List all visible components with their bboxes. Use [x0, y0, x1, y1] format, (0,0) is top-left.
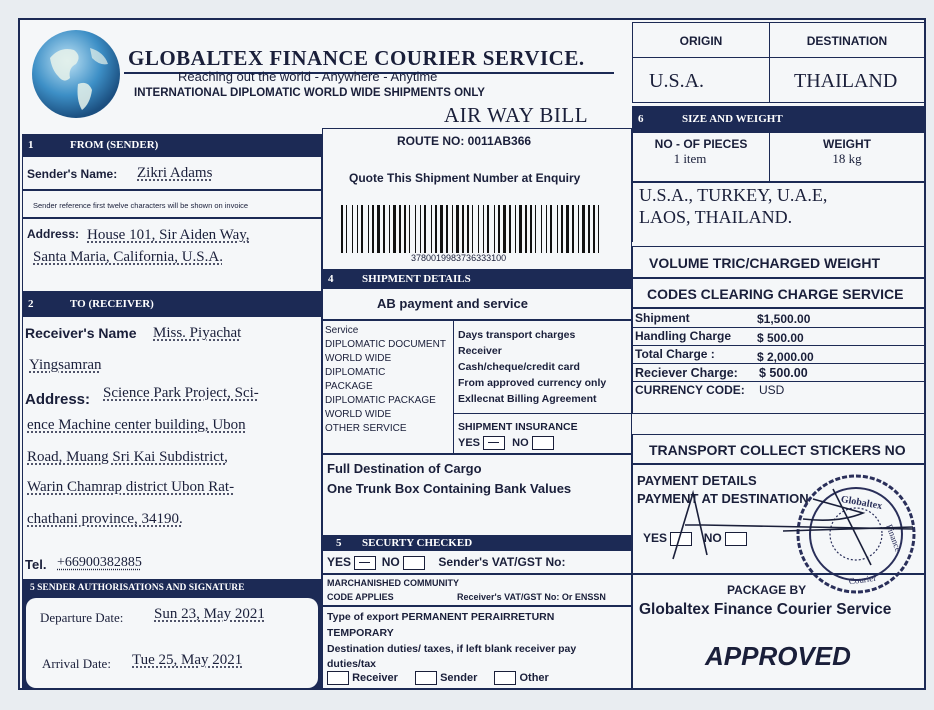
receiver-address-line: Warin Chamrap district Ubon Rat- — [27, 479, 235, 495]
doc-type: AIR WAY BILL — [444, 103, 589, 127]
package-company: Globaltex Finance Courier Service — [639, 601, 892, 618]
payment-at-destination-label: PAYMENT AT DESTINATION — [637, 491, 809, 506]
volume-row — [632, 246, 926, 278]
sender-pay-label: Sender — [440, 671, 478, 684]
security-section-bar: 5 SECURTY CHECKED — [322, 536, 632, 550]
charge-row — [633, 309, 924, 328]
merch-line2: CODE APPLIES — [327, 592, 394, 602]
duties-line1: Destination duties/ taxes, if left blank receiver pay — [327, 643, 577, 655]
cargo-box — [322, 454, 632, 536]
receiver-address-line: ence Machine center building, Ubon — [27, 417, 246, 433]
charge-item: Days transport charges — [458, 329, 576, 341]
authorisation-title: 5 SENDER AUTHORISATIONS AND SIGNATURE — [30, 583, 245, 593]
air-way-bill — [18, 18, 926, 690]
currency-value: USD — [759, 383, 785, 397]
cargo-description: One Trunk Box Containing Bank Values — [327, 481, 572, 496]
svg-text:Finance: Finance — [884, 522, 904, 554]
package-by-label: PACKAGE BY — [727, 583, 807, 597]
globe-icon — [30, 28, 122, 120]
security-yes-checkbox[interactable] — [354, 556, 376, 570]
security-row — [322, 550, 632, 574]
authorisation-frame — [22, 596, 322, 690]
service-list — [323, 321, 453, 439]
charge-value: $ 500.00 — [757, 331, 804, 345]
receiver-address-label: Address: — [25, 391, 91, 408]
duties-line2: duties/tax — [327, 658, 377, 670]
charge-item: Exllecnat Billing Agreement — [458, 393, 597, 405]
arrival-date: Tue 25, May 2021 — [132, 652, 243, 668]
route-countries-box — [632, 182, 926, 242]
charges-cell — [453, 320, 632, 414]
currency-label: CURRENCY CODE: — [635, 383, 745, 397]
volume-label: VOLUME TRIC/CHARGED WEIGHT — [649, 255, 880, 271]
merchandise-row — [322, 574, 632, 606]
arrival-label: Arrival Date: — [42, 656, 111, 671]
departure-date: Sun 23, May 2021 — [154, 606, 265, 622]
pieces-cell — [632, 132, 770, 182]
charge-row — [633, 364, 924, 382]
charge-item: From approved currency only — [458, 377, 607, 389]
merch-line1: MARCHANISHED COMMUNITY — [327, 578, 459, 588]
receiver-name-label: Receiver's Name — [25, 325, 137, 341]
sender-address-line2: Santa Maria, California, U.S.A. — [33, 249, 223, 265]
destination-cell — [769, 57, 925, 103]
payment-yes-label: YES — [643, 531, 668, 545]
authorisation-bar — [22, 580, 322, 596]
export-box — [322, 606, 632, 690]
origin-label: ORIGIN — [679, 34, 723, 48]
quote-note: Quote This Shipment Number at Enquiry — [349, 171, 581, 185]
charge-value: $1,500.00 — [757, 312, 811, 326]
sender-address-row — [22, 218, 322, 292]
sender-pay-checkbox[interactable] — [415, 671, 437, 685]
weight-label: WEIGHT — [823, 137, 871, 151]
sender-reference-note: Sender reference first twelve characters will be shown on invoice — [33, 201, 249, 210]
codes-row — [632, 278, 926, 308]
security-section-title: SECURTY CHECKED — [362, 537, 473, 549]
other-pay-checkbox[interactable] — [494, 671, 516, 685]
charge-list — [454, 321, 631, 413]
charge-item: Cash/cheque/credit card — [458, 361, 580, 373]
payment-label: AB payment and service — [377, 296, 529, 311]
svg-text:Courier: Courier — [848, 572, 877, 587]
insurance-yes-label: YES — [458, 436, 481, 449]
service-item: WORLD WIDE DIPLOMATIC — [325, 353, 392, 378]
barcode-number: 3780019983736333100 — [411, 253, 507, 263]
receiver-details — [22, 316, 322, 580]
security-yes-label: YES — [327, 555, 352, 569]
service-cell — [322, 320, 454, 454]
stickers-row — [632, 434, 926, 464]
payment-details-label: PAYMENT DETAILS — [637, 473, 757, 488]
route-box — [322, 128, 632, 270]
charge-row — [633, 346, 924, 364]
size-weight-bar: 6 SIZE AND WEIGHT — [632, 106, 926, 132]
charge-label: Handling Charge — [635, 329, 732, 343]
receiver-vat-label: Receiver's VAT/GST No: Or ENSSN — [457, 592, 606, 602]
charge-label: Total Charge : — [635, 347, 715, 361]
service-item: PACKAGE — [325, 381, 373, 392]
charge-label: Shipment — [635, 311, 690, 325]
receiver-address-line: Road, Muang Sri Kai Subdistrict, — [27, 449, 228, 465]
charge-row — [633, 328, 924, 346]
cargo-title: Full Destination of Cargo — [327, 461, 482, 476]
receiver-section-bar: 2 TO (RECEIVER) — [22, 292, 322, 316]
departure-label: Departure Date: — [40, 610, 124, 625]
signature — [663, 479, 923, 569]
origin-cell — [632, 57, 770, 103]
receiver-tel-label: Tel. — [25, 557, 47, 572]
route-number: ROUTE NO: 0011AB366 — [397, 134, 532, 148]
receiver-pay-checkbox[interactable] — [327, 671, 349, 685]
charge-value: $ 500.00 — [759, 366, 808, 380]
payment-row — [322, 288, 632, 320]
package-box — [632, 574, 926, 690]
receiver-name-line1: Miss. Piyachat — [153, 325, 242, 341]
weight-cell — [769, 132, 925, 182]
destination-value: THAILAND — [794, 70, 898, 92]
service-item: WORLD WIDE — [325, 409, 392, 420]
stickers-title: TRANSPORT COLLECT STICKERS NO — [649, 442, 906, 458]
receiver-address-first: Science Park Project, Sci- — [103, 385, 259, 401]
origin-value: U.S.A. — [649, 70, 705, 92]
barcode — [341, 205, 605, 253]
route-countries-line1: U.S.A., TURKEY, U.A.E, — [639, 185, 828, 205]
receiver-pay-label: Receiver — [352, 671, 398, 684]
receiver-section-title: TO (RECEIVER) — [70, 298, 154, 310]
charge-value: $ 2,000.00 — [757, 350, 814, 364]
charge-item: Receiver — [458, 345, 502, 357]
svg-text:Globaltex: Globaltex — [839, 493, 883, 513]
sender-address-line1: House 101, Sir Aiden Way, — [87, 227, 250, 243]
other-pay-label: Other — [519, 671, 549, 684]
header-subtitle: INTERNATIONAL DIPLOMATIC WORLD WIDE SHIPMENTS ONLY — [134, 87, 485, 99]
receiver-tel: +66900382885 — [57, 555, 142, 570]
security-no-label: NO — [381, 555, 400, 569]
tagline: Reaching out the world - Anywhere - Anytime — [178, 69, 438, 84]
insurance-options — [458, 436, 554, 450]
service-item: Service — [325, 325, 359, 336]
sender-reference-row — [22, 190, 322, 218]
company-title: GLOBALTEX FINANCE COURIER SERVICE. — [128, 46, 585, 70]
service-item: DIPLOMATIC PACKAGE — [325, 395, 436, 406]
pieces-label: NO - OF PIECES — [654, 137, 748, 151]
export-type: Type of export PERMANENT PERAIRRETURN — [327, 611, 555, 623]
sender-name-row — [22, 156, 322, 190]
insurance-no-label: NO — [512, 436, 529, 449]
shipment-section-title: SHIPMENT DETAILS — [362, 273, 471, 285]
route-countries-line2: LAOS, THAILAND. — [639, 207, 793, 227]
destination-label: DESTINATION — [806, 34, 888, 48]
export-temporary: TEMPORARY — [327, 627, 394, 639]
pieces-value: 1 item — [673, 151, 707, 166]
approved-status: APPROVED — [705, 641, 851, 671]
sender-vat-label: Sender's VAT/GST No: — [438, 555, 566, 569]
insurance-no-checkbox[interactable] — [532, 436, 554, 450]
insurance-yes-checkbox[interactable] — [483, 436, 505, 450]
payment-details-box — [632, 464, 926, 587]
size-weight-title: SIZE AND WEIGHT — [682, 113, 783, 125]
charges-table — [632, 308, 926, 414]
charge-label: Reciever Charge: — [635, 366, 738, 380]
currency-row — [633, 382, 924, 400]
service-item: DIPLOMATIC DOCUMENT — [325, 339, 446, 350]
weight-value: 18 kg — [832, 151, 862, 166]
shipment-section-bar: 4 SHIPMENT DETAILS — [322, 270, 632, 288]
security-no-checkbox[interactable] — [403, 556, 425, 570]
service-item: OTHER SERVICE — [325, 423, 407, 434]
insurance-label: SHIPMENT INSURANCE — [458, 421, 578, 433]
codes-label: CODES CLEARING CHARGE SERVICE — [647, 286, 904, 302]
receiver-address-line: chathani province, 34190. — [27, 511, 183, 527]
sender-address-label: Address: — [27, 227, 80, 241]
sender-section-title: FROM (SENDER) — [70, 139, 159, 151]
sender-name: Zikri Adams — [137, 165, 213, 181]
insurance-cell — [453, 413, 632, 454]
destination-label-cell — [769, 22, 925, 58]
receiver-name-line2: Yingsamran — [29, 357, 102, 373]
payment-no-label: NO — [703, 531, 722, 545]
origin-label-cell — [632, 22, 770, 58]
sender-name-label: Sender's Name: — [27, 167, 118, 181]
sender-section-bar: 1 FROM (SENDER) — [22, 134, 322, 156]
